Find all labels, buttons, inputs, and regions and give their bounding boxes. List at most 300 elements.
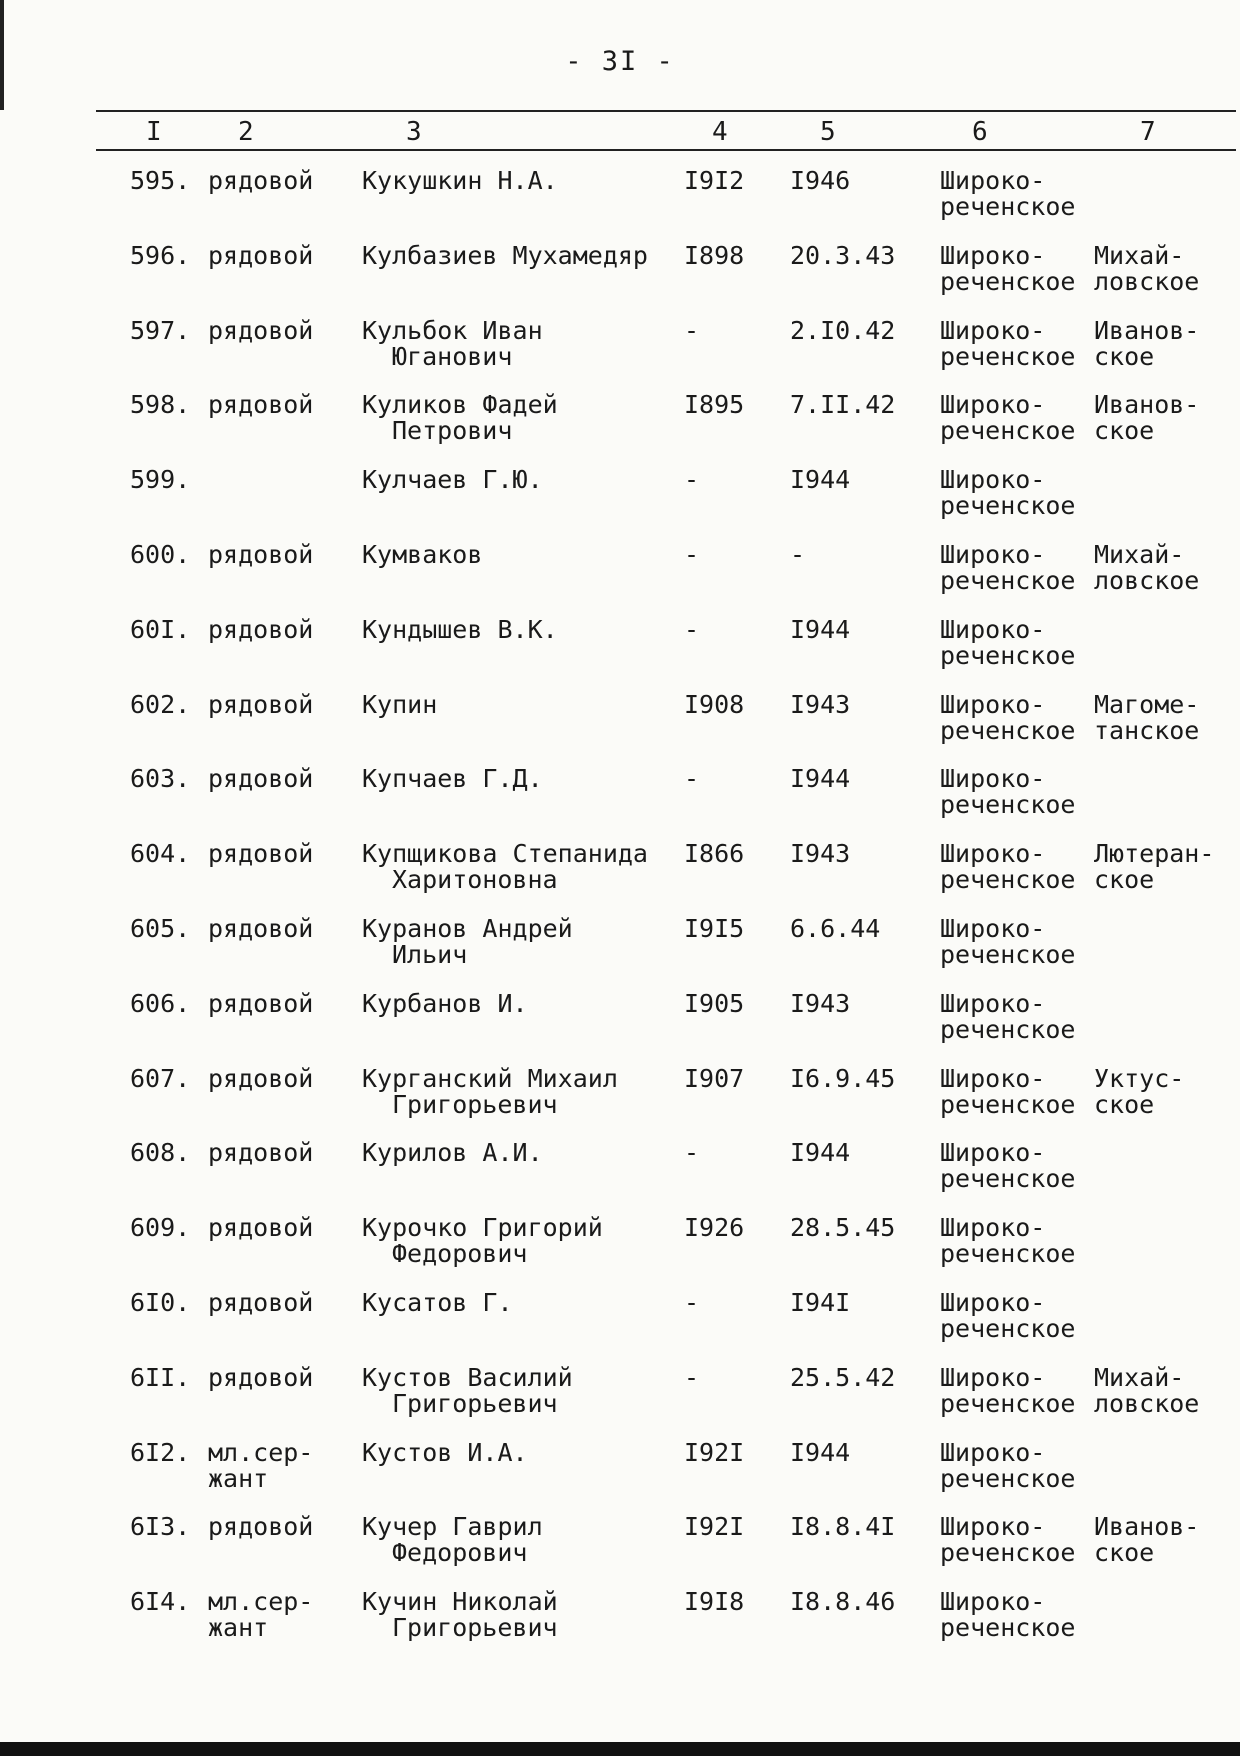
table-row [0, 467, 1240, 542]
full-name-line: Петрович [392, 416, 513, 446]
full-name-line: Куранов Андрей [362, 913, 573, 943]
rank-line: рядовой [208, 166, 314, 195]
full-name-line: Купщикова Степанида [362, 839, 648, 869]
death-date-line: I944 [790, 465, 851, 495]
entry-number-line: 604. [130, 839, 191, 869]
birth-year-line: I92I [684, 1512, 745, 1542]
place-line: Широко- [940, 1587, 1046, 1617]
entry-number-line: 6I2. [130, 1437, 191, 1467]
full-name [362, 1215, 603, 1267]
burial-site-line: Магоме- [1094, 689, 1200, 719]
place-line: Широко- [940, 166, 1046, 195]
full-name [362, 315, 543, 371]
burial-site-line: Лютеран- [1094, 839, 1215, 869]
birth-year-line: I895 [684, 390, 745, 420]
place [940, 1589, 1075, 1641]
full-name-line: Григорьевич [392, 1089, 558, 1119]
rank-line: мл.сер- [208, 1587, 314, 1617]
death-date [790, 1589, 895, 1615]
death-date-line: 7.II.42 [790, 390, 896, 420]
table-row [0, 539, 1240, 617]
full-name [362, 988, 528, 1018]
death-date [790, 315, 896, 345]
table-row [0, 913, 1240, 991]
full-name-line: Курочко Григорий [362, 1213, 603, 1243]
full-name-line: Кучер Гаврил [362, 1512, 543, 1542]
full-name-line: Федорович [392, 1239, 528, 1269]
place [940, 1140, 1075, 1192]
birth-year [684, 1589, 744, 1615]
place-line: реченское [940, 491, 1076, 521]
entry-number [130, 689, 191, 719]
rank [208, 1140, 313, 1166]
place-line: реченское [940, 416, 1076, 446]
place [940, 1287, 1076, 1343]
rank-line: рядовой [208, 1138, 314, 1168]
rank-line: рядовой [208, 1063, 314, 1093]
place-line: реченское [940, 1313, 1076, 1343]
burial-site-line: Иванов- [1094, 315, 1200, 345]
birth-year-line: I926 [684, 1213, 745, 1243]
place [940, 841, 1075, 893]
birth-year-line: I905 [684, 988, 745, 1018]
death-date-line: I944 [790, 764, 851, 794]
death-date-line: I8.8.46 [790, 1587, 896, 1617]
page-edge-bottom [0, 1742, 1240, 1756]
table-row [0, 614, 1240, 692]
table-row [0, 988, 1240, 1066]
rank [208, 539, 314, 569]
burial-site [1094, 1514, 1199, 1566]
full-name [362, 913, 573, 969]
place [940, 467, 1075, 519]
death-date [790, 1215, 895, 1241]
death-date [790, 467, 850, 493]
birth-year [684, 614, 700, 644]
full-name-line: Ильич [392, 939, 468, 969]
rank [208, 240, 314, 270]
death-date-line: I94I [790, 1287, 851, 1317]
birth-year [684, 988, 745, 1018]
full-name-line: Юганович [392, 341, 513, 371]
birth-year-line: - [684, 465, 700, 495]
entry-number [130, 1063, 191, 1093]
birth-year [684, 1140, 699, 1166]
rank-line: жант [208, 1463, 269, 1493]
place-line: Широко- [940, 1287, 1046, 1317]
death-date-line: I944 [790, 614, 851, 644]
death-date-line: 28.5.45 [790, 1213, 896, 1243]
place-line: Широко- [940, 689, 1046, 719]
rank-line: рядовой [208, 315, 314, 345]
birth-year-line: - [684, 764, 700, 794]
table-row [0, 766, 1240, 841]
rank [208, 1437, 314, 1493]
place-line: реченское [940, 1388, 1076, 1418]
rank-line: мл.сер- [208, 1437, 314, 1467]
entry-number-line: 6I0. [130, 1287, 191, 1317]
full-name [362, 240, 648, 270]
place [940, 689, 1076, 745]
full-name [362, 1063, 618, 1119]
place [940, 168, 1075, 220]
burial-site [1094, 315, 1200, 371]
birth-year [684, 841, 744, 867]
entry-number [130, 766, 190, 792]
entry-number-line: 602. [130, 689, 191, 719]
place-line: Широко- [940, 240, 1046, 270]
column-header-4: 4 [712, 117, 728, 147]
burial-site [1094, 392, 1199, 444]
rank-line: рядовой [208, 1213, 314, 1243]
entry-number [130, 1514, 190, 1540]
table-row [0, 1140, 1240, 1215]
rank [208, 168, 313, 194]
column-header-3: 3 [406, 117, 422, 147]
entry-number [130, 467, 190, 493]
death-date [790, 1362, 896, 1392]
full-name-line: Кустов И.А. [362, 1437, 528, 1467]
header-rule-top [96, 110, 1236, 112]
burial-site-line: Иванов- [1094, 390, 1200, 420]
birth-year [684, 1063, 745, 1093]
rank [208, 1362, 314, 1392]
death-date-line: 20.3.43 [790, 240, 896, 270]
entry-number [130, 1140, 190, 1166]
place [940, 1063, 1076, 1119]
rank [208, 1063, 314, 1093]
place-line: реченское [940, 1014, 1076, 1044]
birth-year [684, 1215, 744, 1241]
full-name-line: Харитоновна [392, 865, 558, 895]
burial-site-line: Михай- [1094, 240, 1185, 270]
death-date [790, 240, 896, 270]
birth-year [684, 1437, 745, 1467]
death-date-line: I943 [790, 988, 851, 1018]
full-name [362, 467, 543, 493]
death-date [790, 392, 895, 418]
burial-site-line: ское [1094, 341, 1155, 371]
rank-line: рядовой [208, 988, 314, 1018]
birth-year [684, 1287, 700, 1317]
place-line: Широко- [940, 1213, 1046, 1243]
entry-number-line: 6II. [130, 1362, 191, 1392]
birth-year-line: - [684, 539, 700, 569]
full-name [362, 689, 438, 719]
table-row [0, 689, 1240, 767]
rank [208, 766, 313, 792]
birth-year [684, 240, 745, 270]
death-date-line: I943 [790, 839, 851, 869]
birth-year [684, 913, 745, 943]
place-line: Широко- [940, 315, 1046, 345]
death-date [790, 988, 851, 1018]
place-line: Широко- [940, 913, 1046, 943]
birth-year [684, 1362, 700, 1392]
entry-number-line: 599. [130, 465, 191, 495]
death-date [790, 614, 851, 644]
entry-number [130, 841, 190, 867]
place-line: реченское [940, 565, 1076, 595]
birth-year-line: I898 [684, 240, 745, 270]
death-date-line: I8.8.4I [790, 1512, 896, 1542]
birth-year [684, 467, 699, 493]
rank-line: рядовой [208, 1362, 314, 1392]
entry-number-line: 607. [130, 1063, 191, 1093]
place-line: реченское [940, 266, 1076, 296]
entry-number-line: 596. [130, 240, 191, 270]
place [940, 1514, 1075, 1566]
birth-year-line: I866 [684, 839, 745, 869]
entry-number-line: 598. [130, 390, 191, 420]
birth-year [684, 766, 699, 792]
place-line: реченское [940, 192, 1076, 221]
death-date [790, 1140, 850, 1166]
full-name-line: Курилов А.И. [362, 1138, 543, 1168]
place [940, 614, 1076, 670]
burial-site-line: Михай- [1094, 539, 1185, 569]
entry-number [130, 168, 190, 194]
entry-number-line: 600. [130, 539, 191, 569]
birth-year [684, 1514, 744, 1540]
full-name-line: Купин [362, 689, 438, 719]
burial-site-line: ское [1094, 865, 1155, 895]
birth-year-line: I9I5 [684, 913, 745, 943]
death-date [790, 168, 850, 194]
full-name-line: Купчаев Г.Д. [362, 764, 543, 794]
entry-number [130, 1287, 191, 1317]
full-name-line: Григорьевич [392, 1613, 558, 1643]
rank [208, 913, 314, 943]
full-name-line: Кучин Николай [362, 1587, 558, 1617]
rank [208, 1215, 313, 1241]
place-line: реченское [940, 865, 1076, 895]
place-line: Широко- [940, 764, 1046, 794]
place [940, 988, 1076, 1044]
place [940, 392, 1075, 444]
full-name-line: Кулбазиев Мухамедяр [362, 240, 648, 270]
place-line: Широко- [940, 539, 1046, 569]
column-header-7: 7 [1140, 117, 1156, 147]
rank-line: рядовой [208, 913, 314, 943]
place-line: Широко- [940, 1437, 1046, 1467]
birth-year [684, 168, 744, 194]
entry-number-line: 595. [130, 166, 191, 195]
place-line: реченское [940, 939, 1076, 969]
birth-year [684, 539, 700, 569]
full-name [362, 614, 558, 644]
burial-site-line: ловское [1094, 565, 1200, 595]
place-line: реченское [940, 1089, 1076, 1119]
entry-number-line: 60I. [130, 614, 191, 644]
death-date-line: I943 [790, 689, 851, 719]
entry-number-line: 605. [130, 913, 191, 943]
birth-year-line: I908 [684, 689, 745, 719]
table-body [0, 168, 1240, 1664]
rank-line: рядовой [208, 240, 314, 270]
burial-site [1094, 1063, 1185, 1119]
burial-site [1094, 240, 1200, 296]
rank-line: жант [208, 1613, 269, 1643]
entry-number [130, 315, 191, 345]
place-line: реченское [940, 715, 1076, 745]
place-line: реченское [940, 1239, 1076, 1269]
entry-number [130, 392, 190, 418]
death-date-line: I946 [790, 166, 851, 195]
burial-site [1094, 689, 1200, 745]
entry-number [130, 1589, 190, 1615]
burial-site [1094, 1362, 1200, 1418]
burial-site [1094, 539, 1200, 595]
death-date [790, 539, 806, 569]
death-date [790, 1437, 851, 1467]
death-date-line: 2.I0.42 [790, 315, 896, 345]
entry-number [130, 988, 191, 1018]
rank-line: рядовой [208, 689, 314, 719]
full-name-line: Курганский Михаил [362, 1063, 618, 1093]
burial-site-line: Уктус- [1094, 1063, 1185, 1093]
rank-line: рядовой [208, 839, 314, 869]
burial-site-line: ское [1094, 1089, 1155, 1119]
birth-year-line: - [684, 614, 700, 644]
death-date-line: - [790, 539, 806, 569]
rank-line: рядовой [208, 614, 314, 644]
death-date [790, 1287, 851, 1317]
place [940, 1437, 1076, 1493]
full-name [362, 1514, 543, 1566]
column-header-6: 6 [972, 117, 988, 147]
place-line: Широко- [940, 1362, 1046, 1392]
place-line: реченское [940, 341, 1076, 371]
table-row [0, 315, 1240, 393]
table-row [0, 392, 1240, 467]
full-name-line: Куликов Фадей [362, 390, 558, 420]
full-name [362, 1362, 573, 1418]
full-name [362, 392, 558, 444]
full-name-line: Федорович [392, 1538, 528, 1568]
entry-number [130, 1362, 191, 1392]
entry-number-line: 603. [130, 764, 191, 794]
birth-year-line: - [684, 1138, 700, 1168]
table-row [0, 168, 1240, 243]
entry-number [130, 913, 191, 943]
birth-year-line: I92I [684, 1437, 745, 1467]
full-name-line: Кульбок Иван [362, 315, 543, 345]
death-date [790, 766, 850, 792]
rank [208, 841, 313, 867]
entry-number [130, 614, 191, 644]
rank [208, 988, 314, 1018]
entry-number [130, 1437, 191, 1467]
entry-number-line: 6I3. [130, 1512, 191, 1542]
place [940, 1362, 1076, 1418]
birth-year [684, 392, 744, 418]
table-row [0, 1514, 1240, 1589]
column-headers [0, 117, 1240, 147]
place-line: реченское [940, 1164, 1076, 1194]
rank [208, 1589, 313, 1641]
death-date-line: I944 [790, 1138, 851, 1168]
entry-number-line: 608. [130, 1138, 191, 1168]
burial-site [1094, 841, 1214, 893]
table-row [0, 1589, 1240, 1664]
full-name-line: Кулчаев Г.Ю. [362, 465, 543, 495]
place-line: Широко- [940, 988, 1046, 1018]
death-date-line: 25.5.42 [790, 1362, 896, 1392]
full-name-line: Григорьевич [392, 1388, 558, 1418]
full-name-line: Кукушкин Н.А. [362, 166, 558, 195]
full-name [362, 1589, 558, 1641]
entry-number [130, 240, 191, 270]
birth-year-line: I9I2 [684, 166, 745, 195]
place-line: реченское [940, 1463, 1076, 1493]
place-line: Широко- [940, 390, 1046, 420]
table-row [0, 1215, 1240, 1290]
column-header-5: 5 [820, 117, 836, 147]
table-row [0, 1437, 1240, 1515]
header-rule-bottom [96, 149, 1236, 151]
birth-year-line: I907 [684, 1063, 745, 1093]
rank [208, 392, 313, 418]
place-line: Широко- [940, 839, 1046, 869]
entry-number [130, 1215, 190, 1241]
full-name [362, 168, 558, 194]
entry-number [130, 539, 191, 569]
burial-site-line: танское [1094, 715, 1200, 745]
place-line: Широко- [940, 1138, 1046, 1168]
rank-line: рядовой [208, 1512, 314, 1542]
place-line: реченское [940, 790, 1076, 820]
full-name-line: Кумваков [362, 539, 483, 569]
place-line: реченское [940, 1613, 1076, 1643]
rank [208, 1287, 314, 1317]
table-row [0, 1063, 1240, 1141]
place-line: Широко- [940, 614, 1046, 644]
entry-number-line: 606. [130, 988, 191, 1018]
full-name [362, 841, 648, 893]
full-name [362, 766, 543, 792]
rank [208, 1514, 313, 1540]
table-row [0, 240, 1240, 318]
death-date [790, 689, 851, 719]
table-row [0, 1287, 1240, 1365]
place-line: реченское [940, 1538, 1076, 1568]
death-date-line: I6.9.45 [790, 1063, 896, 1093]
column-header-1: I [146, 117, 162, 147]
burial-site-line: Михай- [1094, 1362, 1185, 1392]
burial-site-line: ское [1094, 416, 1155, 446]
burial-site-line: ское [1094, 1538, 1155, 1568]
full-name-line: Кундышев В.К. [362, 614, 558, 644]
rank-line: рядовой [208, 390, 314, 420]
death-date-line: I944 [790, 1437, 851, 1467]
place [940, 315, 1076, 371]
place-line: реченское [940, 640, 1076, 670]
full-name [362, 1140, 543, 1166]
full-name-line: Кустов Василий [362, 1362, 573, 1392]
death-date [790, 841, 850, 867]
birth-year-line: - [684, 315, 700, 345]
burial-site-line: ловское [1094, 1388, 1200, 1418]
entry-number-line: 597. [130, 315, 191, 345]
death-date [790, 1063, 896, 1093]
place [940, 240, 1076, 296]
birth-year-line: I9I8 [684, 1587, 745, 1617]
burial-site-line: ловское [1094, 266, 1200, 296]
death-date-line: 6.6.44 [790, 913, 881, 943]
full-name-line: Кусатов Г. [362, 1287, 513, 1317]
page-number: - 3I - [565, 46, 675, 77]
